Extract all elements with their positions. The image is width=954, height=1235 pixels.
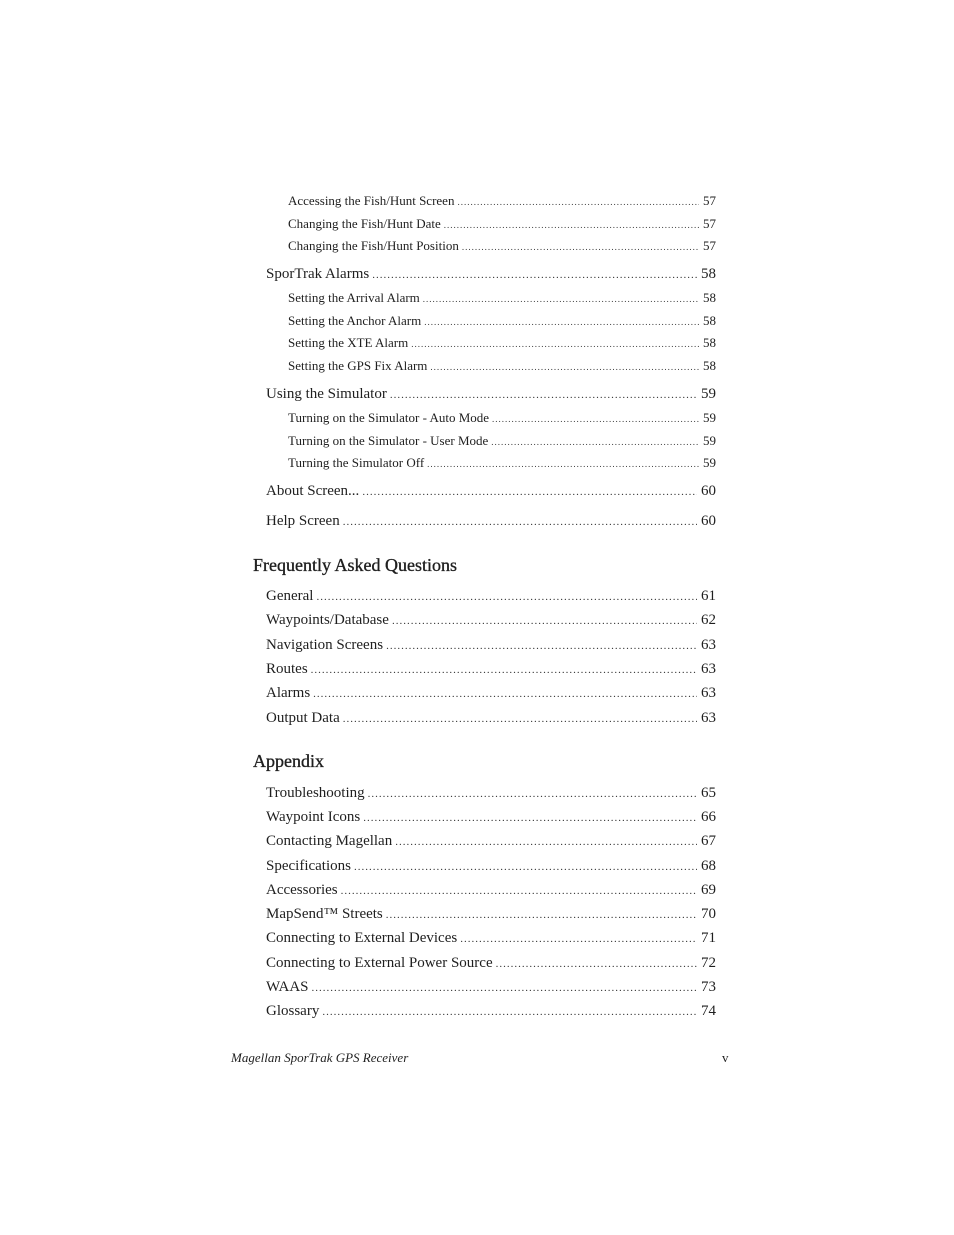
toc-entry-contacting-magellan[interactable]: Contacting Magellan ..... 67 bbox=[266, 833, 716, 850]
section-heading-faq: Frequently Asked Questions bbox=[253, 555, 457, 575]
toc-entry-external-power[interactable]: Connecting to External Power Source ..... 72 bbox=[266, 955, 716, 972]
toc-entry-glossary[interactable]: Glossary ..... 74 bbox=[266, 1003, 716, 1020]
toc-entry-about-screen[interactable]: About Screen... ..... 60 bbox=[266, 483, 716, 500]
footer-title: Magellan SporTrak GPS Receiver bbox=[231, 1050, 409, 1065]
toc-entry-navigation-screens[interactable]: Navigation Screens ..... 63 bbox=[266, 637, 716, 654]
toc-entry-arrival-alarm[interactable]: Setting the Arrival Alarm ..... 58 bbox=[288, 290, 716, 306]
toc-entry-alarms[interactable]: Alarms ..... 63 bbox=[266, 685, 716, 702]
toc-entry-simulator-user-mode[interactable]: Turning on the Simulator - User Mode ..... 59 bbox=[288, 433, 716, 449]
toc-entry-waypoints-database[interactable]: Waypoints/Database ..... 62 bbox=[266, 612, 716, 629]
toc-entry-simulator-auto-mode[interactable]: Turning on the Simulator - Auto Mode ..... 59 bbox=[288, 410, 716, 426]
footer-page-number: v bbox=[722, 1050, 729, 1065]
toc-entry-help-screen[interactable]: Help Screen ..... 60 bbox=[266, 513, 716, 530]
toc-entry-accessories[interactable]: Accessories ..... 69 bbox=[266, 882, 716, 899]
toc-entry-changing-fish-hunt-position[interactable]: Changing the Fish/Hunt Position ..... 57 bbox=[288, 238, 716, 254]
toc-entry-changing-fish-hunt-date[interactable]: Changing the Fish/Hunt Date ..... 57 bbox=[288, 216, 716, 232]
toc-entry-gps-fix-alarm[interactable]: Setting the GPS Fix Alarm ..... 58 bbox=[288, 358, 716, 374]
toc-entry-general[interactable]: General ..... 61 bbox=[266, 588, 716, 605]
toc-entry-accessing-fish-hunt[interactable]: Accessing the Fish/Hunt Screen ..... 57 bbox=[288, 193, 716, 209]
toc-entry-mapsend-streets[interactable]: MapSend™ Streets ..... 70 bbox=[266, 906, 716, 923]
toc-entry-simulator-off[interactable]: Turning the Simulator Off ..... 59 bbox=[288, 455, 716, 471]
toc-entry-waas[interactable]: WAAS ..... 73 bbox=[266, 979, 716, 996]
toc-entry-troubleshooting[interactable]: Troubleshooting ..... 65 bbox=[266, 785, 716, 802]
toc-entry-waypoint-icons[interactable]: Waypoint Icons ..... 66 bbox=[266, 809, 716, 826]
toc-entry-specifications[interactable]: Specifications ..... 68 bbox=[266, 858, 716, 875]
toc-entry-routes[interactable]: Routes ..... 63 bbox=[266, 661, 716, 678]
toc-entry-using-simulator[interactable]: Using the Simulator ..... 59 bbox=[266, 386, 716, 403]
toc-entry-sportrak-alarms[interactable]: SporTrak Alarms ..... 58 bbox=[266, 266, 716, 283]
section-heading-appendix: Appendix bbox=[253, 751, 324, 771]
toc-entry-external-devices[interactable]: Connecting to External Devices ..... 71 bbox=[266, 930, 716, 947]
toc-entry-output-data[interactable]: Output Data ..... 63 bbox=[266, 710, 716, 727]
toc-entry-xte-alarm[interactable]: Setting the XTE Alarm ..... 58 bbox=[288, 335, 716, 351]
toc-entry-anchor-alarm[interactable]: Setting the Anchor Alarm ..... 58 bbox=[288, 313, 716, 329]
